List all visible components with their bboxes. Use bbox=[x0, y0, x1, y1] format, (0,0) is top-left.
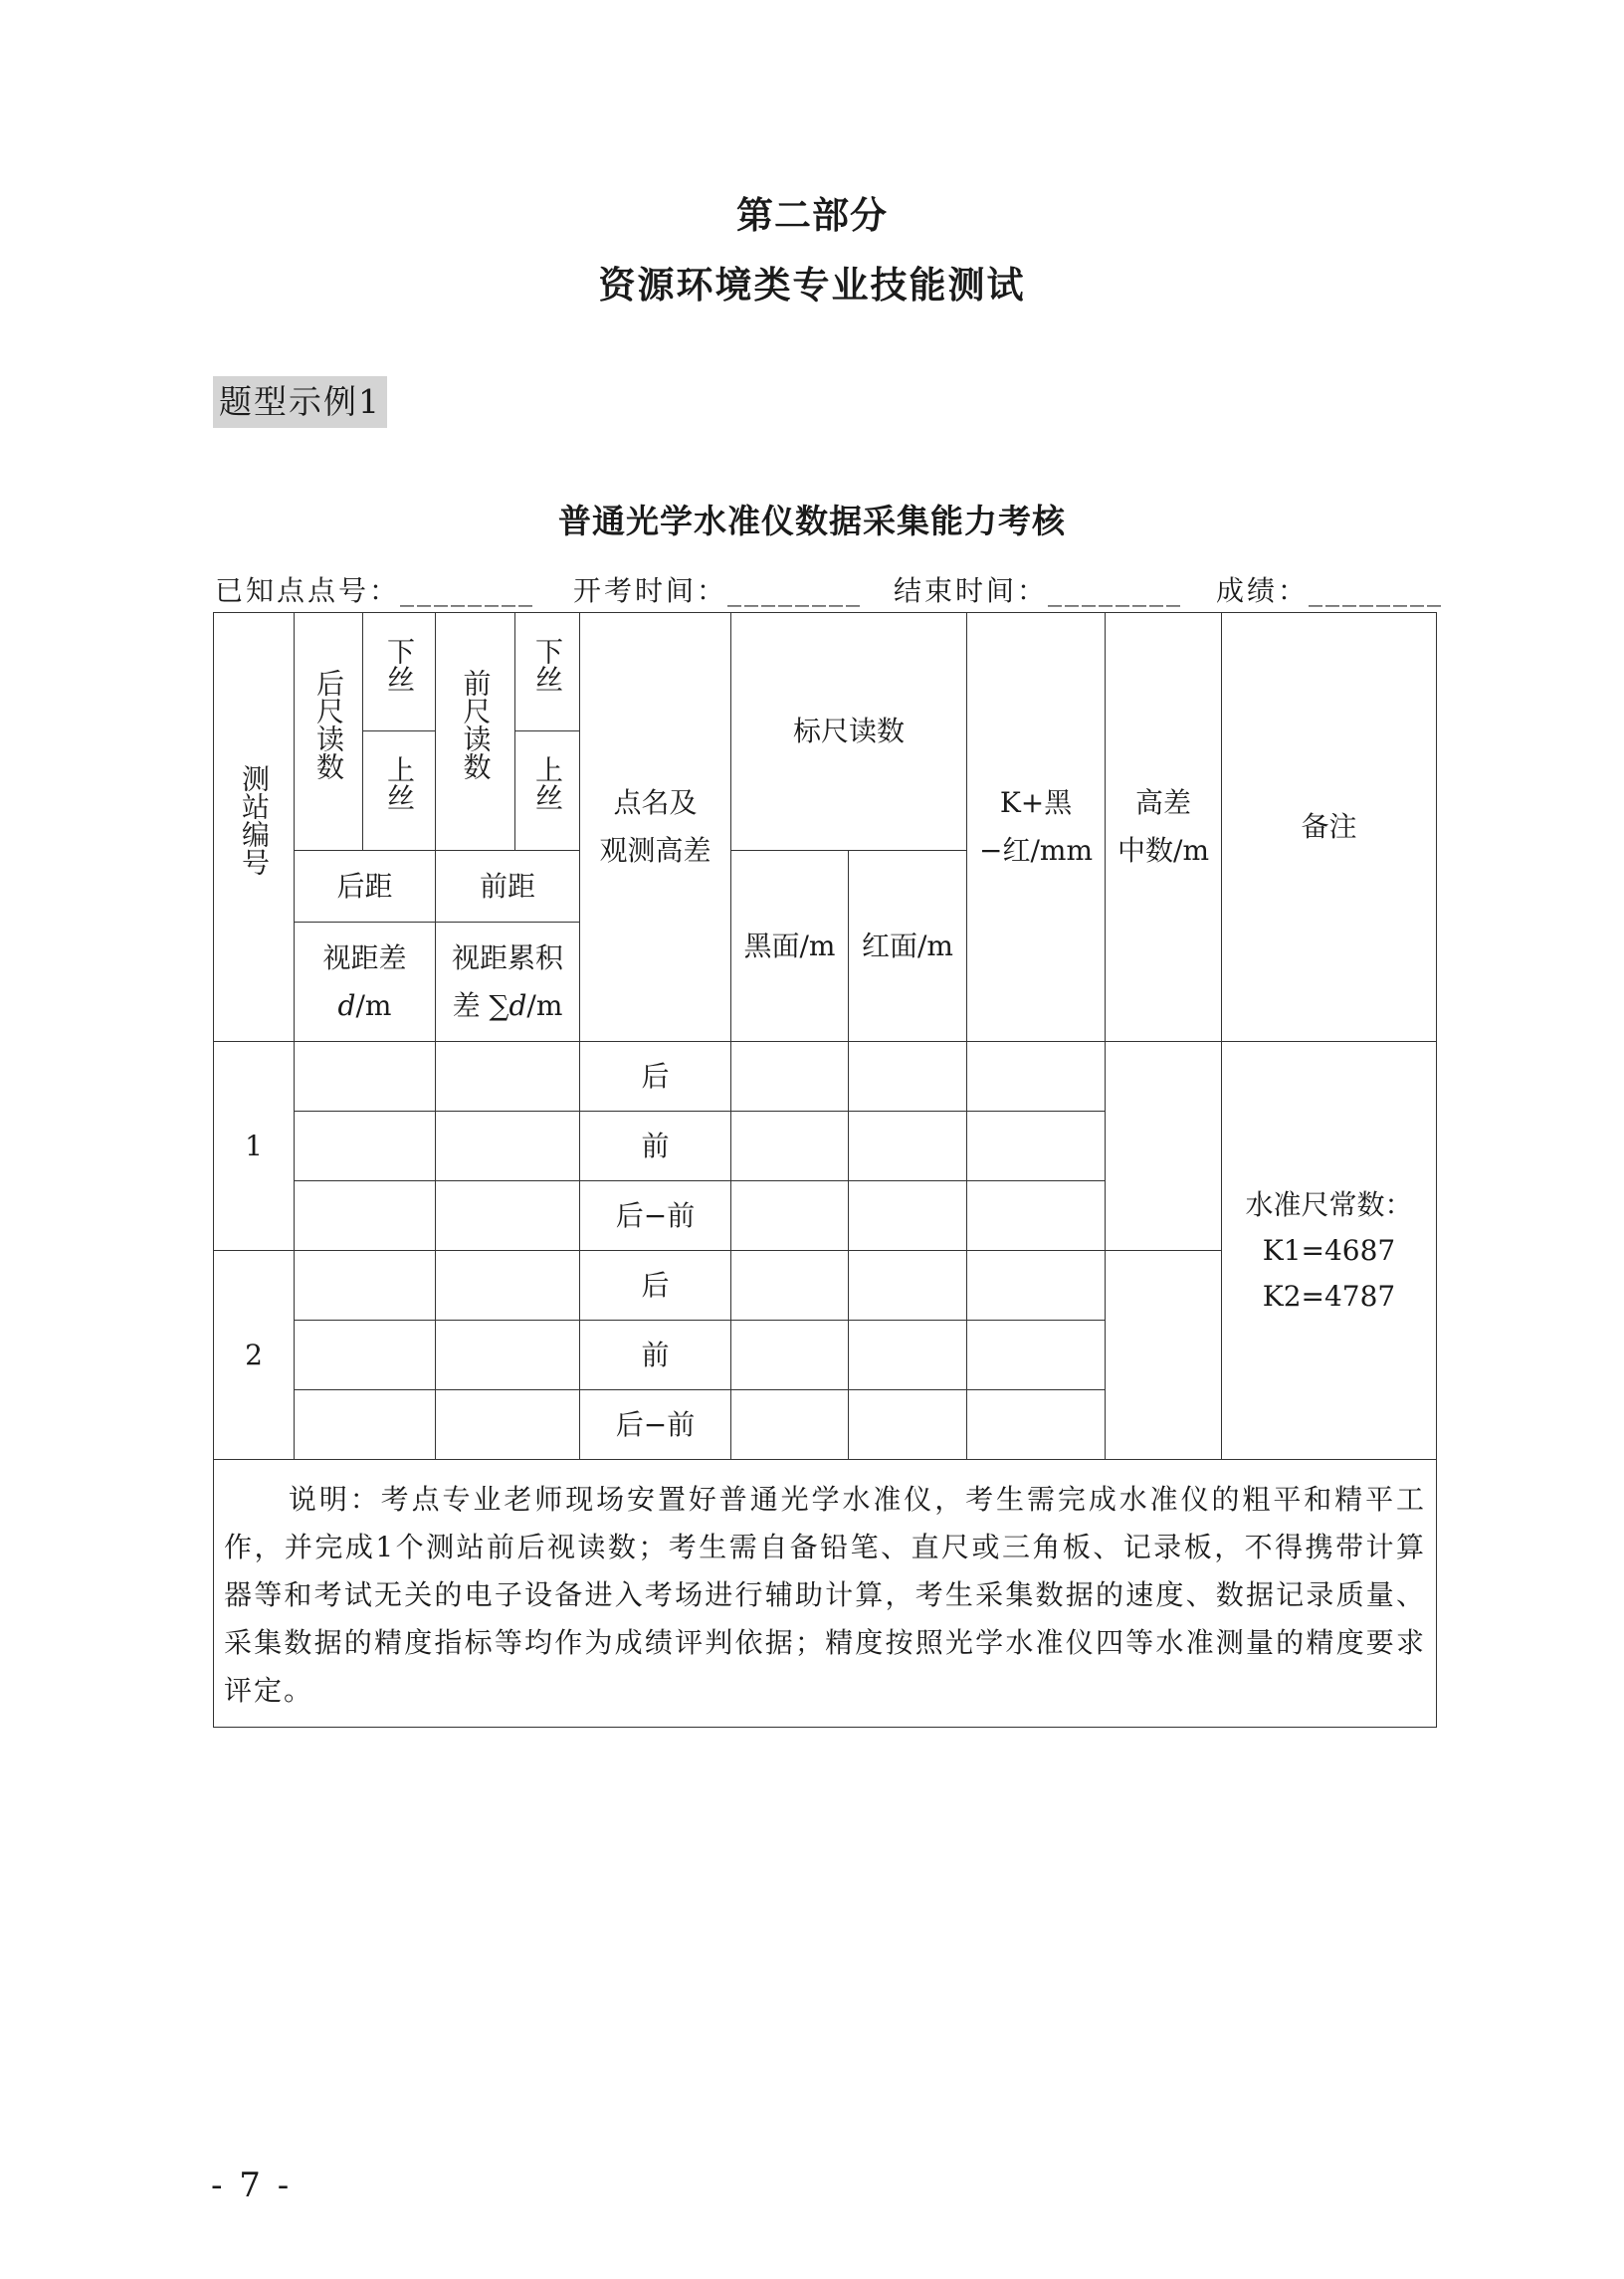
point-name-line1: 点名及 bbox=[613, 786, 698, 819]
known-point-field bbox=[215, 569, 535, 609]
front-distance-cell[interactable] bbox=[436, 1042, 580, 1112]
height-diff-line2: 中数/m bbox=[1117, 834, 1210, 867]
front-lower-stadia-header bbox=[515, 613, 580, 731]
k-black-red-line2: −红/mm bbox=[979, 834, 1094, 867]
sight-diff-header bbox=[295, 923, 436, 1042]
cumulative-diff-prefix: 差 ∑ bbox=[452, 988, 509, 1022]
cumulative-diff-line2 bbox=[436, 982, 579, 1030]
sight-diff-line1: 视距差 bbox=[322, 940, 407, 974]
back-rod-header bbox=[295, 613, 363, 851]
start-time-label: 开考时间： bbox=[573, 574, 728, 607]
height-diff-mean-cell[interactable] bbox=[1106, 1251, 1222, 1460]
end-time-blank[interactable]: ________ bbox=[1048, 574, 1184, 607]
front-distance-cell[interactable] bbox=[436, 1112, 580, 1181]
height-diff-mean-cell[interactable] bbox=[1106, 1042, 1222, 1251]
black-face-cell[interactable] bbox=[731, 1181, 849, 1251]
k-black-red-cell[interactable] bbox=[967, 1251, 1106, 1321]
score-label: 成绩： bbox=[1216, 574, 1310, 607]
cumulative-diff-cell[interactable] bbox=[436, 1390, 580, 1460]
survey-record-table bbox=[213, 612, 1437, 1728]
front-upper-stadia-header bbox=[515, 731, 580, 851]
front-lower-stadia-text: 下丝 bbox=[531, 636, 564, 693]
remarks-cell bbox=[1222, 1042, 1437, 1460]
rod-constant-k2: K2=4787 bbox=[1262, 1279, 1396, 1313]
back-distance-cell[interactable] bbox=[295, 1112, 436, 1181]
end-time-field bbox=[894, 569, 1183, 609]
point-name-line2: 观测高差 bbox=[599, 834, 711, 867]
point-name-cell: 后−前 bbox=[580, 1181, 731, 1251]
table-row bbox=[214, 1042, 1437, 1112]
back-distance-cell[interactable] bbox=[295, 1042, 436, 1112]
sight-diff-line2 bbox=[295, 982, 435, 1030]
station-number-header bbox=[214, 613, 295, 1042]
score-blank[interactable]: ________ bbox=[1309, 574, 1445, 607]
red-face-cell[interactable] bbox=[849, 1390, 967, 1460]
black-face-cell[interactable] bbox=[731, 1042, 849, 1112]
station-number-cell: 2 bbox=[214, 1251, 295, 1460]
end-time-label: 结束时间： bbox=[894, 574, 1049, 607]
back-upper-stadia-text: 上丝 bbox=[383, 755, 416, 811]
start-time-field bbox=[573, 569, 863, 609]
black-face-cell[interactable] bbox=[731, 1251, 849, 1321]
back-rod-header-text: 后尺读数 bbox=[312, 668, 345, 780]
k-black-red-cell[interactable] bbox=[967, 1112, 1106, 1181]
red-face-cell[interactable] bbox=[849, 1042, 967, 1112]
front-upper-stadia-text: 上丝 bbox=[531, 755, 564, 811]
k-black-red-cell[interactable] bbox=[967, 1321, 1106, 1390]
black-face-cell[interactable] bbox=[731, 1321, 849, 1390]
page-number: - 7 - bbox=[211, 2166, 293, 2205]
cumulative-diff-unit: /m bbox=[526, 988, 563, 1022]
sight-diff-cell[interactable] bbox=[295, 1181, 436, 1251]
k-black-red-header bbox=[967, 613, 1106, 1042]
front-distance-cell[interactable] bbox=[436, 1321, 580, 1390]
k-black-red-line1: K+黑 bbox=[999, 786, 1073, 819]
rod-constant-k1: K1=4687 bbox=[1262, 1233, 1396, 1267]
red-face-header: 红面/m bbox=[849, 851, 967, 1042]
height-diff-line1: 高差 bbox=[1135, 786, 1192, 819]
front-rod-header bbox=[436, 613, 515, 851]
d-symbol: d bbox=[508, 988, 527, 1022]
front-distance-header: 前距 bbox=[436, 851, 580, 923]
station-number-header-text: 测站编号 bbox=[238, 763, 271, 876]
point-name-cell: 前 bbox=[580, 1321, 731, 1390]
sight-diff-cell[interactable] bbox=[295, 1390, 436, 1460]
d-symbol: d bbox=[337, 988, 356, 1022]
point-name-header bbox=[580, 613, 731, 1042]
back-lower-stadia-header bbox=[363, 613, 436, 731]
rod-reading-header: 标尺读数 bbox=[731, 613, 967, 851]
red-face-cell[interactable] bbox=[849, 1251, 967, 1321]
back-upper-stadia-header bbox=[363, 731, 436, 851]
point-name-cell: 后 bbox=[580, 1042, 731, 1112]
example-tag: 题型示例1 bbox=[213, 376, 387, 428]
point-name-cell: 前 bbox=[580, 1112, 731, 1181]
point-name-cell: 后−前 bbox=[580, 1390, 731, 1460]
red-face-cell[interactable] bbox=[849, 1181, 967, 1251]
remarks-header: 备注 bbox=[1222, 613, 1437, 1042]
cumulative-diff-cell[interactable] bbox=[436, 1181, 580, 1251]
info-line bbox=[215, 569, 1445, 613]
k-black-red-cell[interactable] bbox=[967, 1181, 1106, 1251]
section-subtitle: 资源环境类专业技能测试 bbox=[598, 263, 1026, 307]
station-number-cell: 1 bbox=[214, 1042, 295, 1251]
score-field bbox=[1216, 569, 1444, 609]
cumulative-diff-header bbox=[436, 923, 580, 1042]
height-diff-mean-header bbox=[1106, 613, 1222, 1042]
instructions-text: 说明：考点专业老师现场安置好普通光学水准仪，考生需完成水准仪的粗平和精平工作，并完成1个测站前后视读数；考生需自备铅笔、直尺或三角板、记录板，不得携带计算器等和考试无关的电子设备进入考场进行辅助计算，考生采集数据的速度、数据记录质量、采集数据的精度指标等均作为成绩评判依据；精度按照光学水准仪四等水准测量的精度要求评定。 bbox=[224, 1483, 1427, 1707]
form-title: 普通光学水准仪数据采集能力考核 bbox=[558, 502, 1066, 540]
sight-diff-unit: /m bbox=[355, 988, 392, 1022]
back-distance-cell[interactable] bbox=[295, 1321, 436, 1390]
k-black-red-cell[interactable] bbox=[967, 1042, 1106, 1112]
red-face-cell[interactable] bbox=[849, 1112, 967, 1181]
front-rod-header-text: 前尺读数 bbox=[459, 668, 493, 780]
black-face-cell[interactable] bbox=[731, 1112, 849, 1181]
known-point-blank[interactable]: ________ bbox=[400, 574, 536, 607]
red-face-cell[interactable] bbox=[849, 1321, 967, 1390]
black-face-cell[interactable] bbox=[731, 1390, 849, 1460]
back-distance-header: 后距 bbox=[295, 851, 436, 923]
point-name-cell: 后 bbox=[580, 1251, 731, 1321]
front-distance-cell[interactable] bbox=[436, 1251, 580, 1321]
known-point-label: 已知点点号： bbox=[215, 574, 401, 607]
black-face-header: 黑面/m bbox=[731, 851, 849, 1042]
instructions-note bbox=[214, 1460, 1437, 1728]
rod-constant-label: 水准尺常数： bbox=[1245, 1187, 1413, 1221]
cumulative-diff-line1: 视距累积 bbox=[451, 940, 563, 974]
start-time-blank[interactable]: ________ bbox=[727, 574, 864, 607]
part-heading: 第二部分 bbox=[736, 193, 888, 237]
k-black-red-cell[interactable] bbox=[967, 1390, 1106, 1460]
back-lower-stadia-text: 下丝 bbox=[383, 636, 416, 693]
back-distance-cell[interactable] bbox=[295, 1251, 436, 1321]
